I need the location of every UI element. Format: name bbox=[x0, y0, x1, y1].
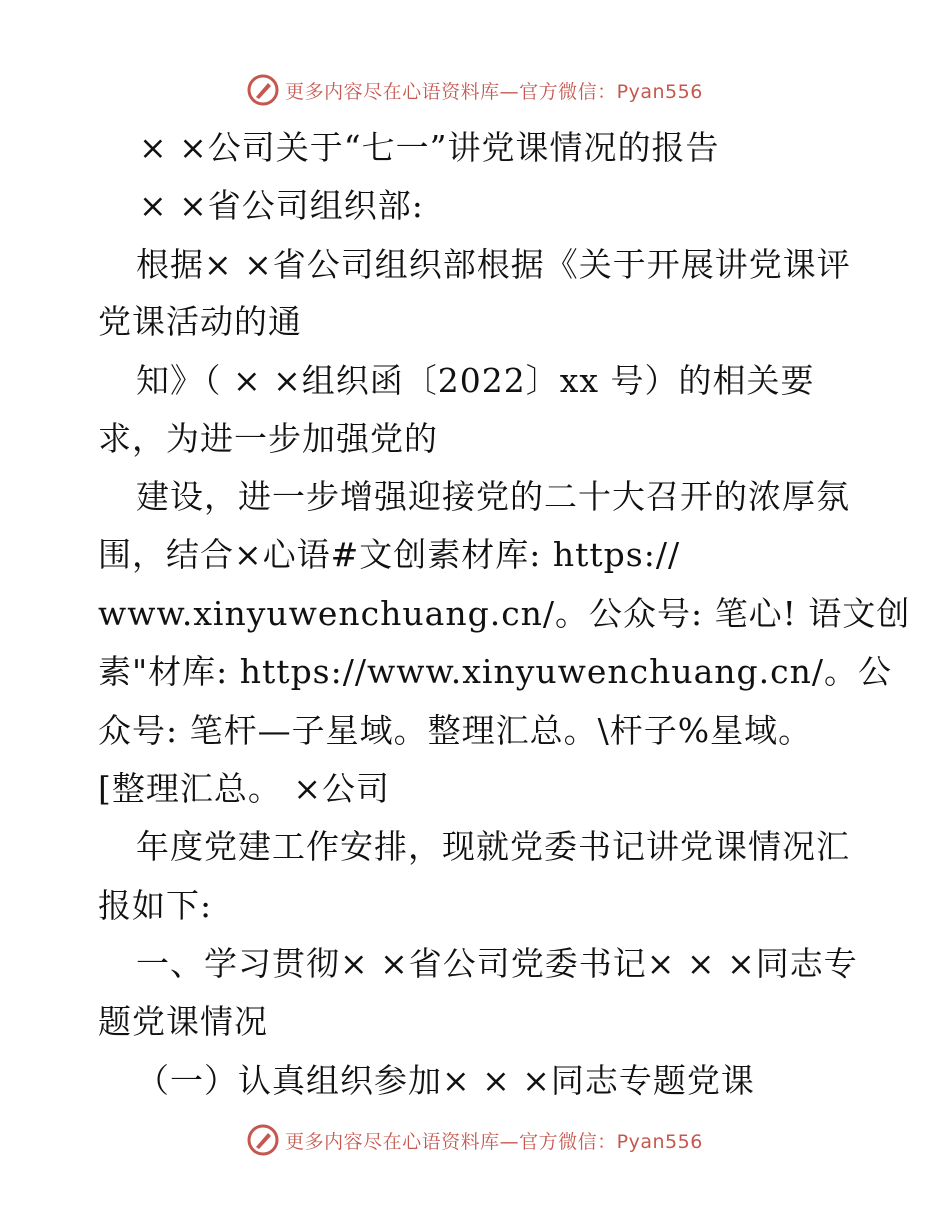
body-line-9: 众号: 笔杆—子星域。整理汇总。\杆子%星域。 bbox=[98, 711, 813, 750]
section-heading-1-cont: 题党课情况 bbox=[98, 1002, 268, 1041]
section-heading-1: 一、学习贯彻× ×省公司党委书记× × ×同志专 bbox=[136, 944, 858, 983]
footer-watermark bbox=[0, 1120, 950, 1160]
header-watermark bbox=[0, 70, 950, 110]
body-line-7: www.xinyuwenchuang.cn/。公众号: 笔心! 语文创 bbox=[98, 594, 911, 633]
body-line-4: 求，为进一步加强党的 bbox=[98, 419, 438, 458]
body-line-8: 素"材库: https://www.xinyuwenchuang.cn/。公 bbox=[98, 652, 893, 691]
body-line-11: 年度党建工作安排，现就党委书记讲党课情况汇 bbox=[136, 827, 850, 866]
body-line-5: 建设，进一步增强迎接党的二十大召开的浓厚氛 bbox=[136, 477, 850, 516]
pen-logo-icon bbox=[247, 74, 279, 106]
body-line-12: 报如下: bbox=[98, 886, 213, 925]
body-line-2: 党课活动的通 bbox=[98, 302, 302, 341]
footer-watermark-text: 更多内容尽在心语资料库—官方微信：Pyan556 bbox=[285, 1130, 703, 1153]
body-line-1: 根据× ×省公司组织部根据《关于开展讲党课评 bbox=[136, 245, 851, 284]
document-title: × ×公司关于“七一”讲党课情况的报告 bbox=[139, 128, 720, 167]
body-line-6: 围，结合×心语#文创素材库: https:// bbox=[98, 535, 681, 574]
pen-logo-icon bbox=[247, 1124, 279, 1156]
body-line-10: [整理汇总。 ×公司 bbox=[98, 769, 391, 808]
body-line-3: 知》（ × ×组织函〔2022〕xx 号）的相关要 bbox=[136, 361, 815, 400]
salutation: × ×省公司组织部: bbox=[139, 186, 424, 225]
subsection-heading-1: （一）认真组织参加× × ×同志专题党课 bbox=[136, 1061, 755, 1100]
header-watermark-text: 更多内容尽在心语资料库—官方微信：Pyan556 bbox=[285, 80, 703, 103]
